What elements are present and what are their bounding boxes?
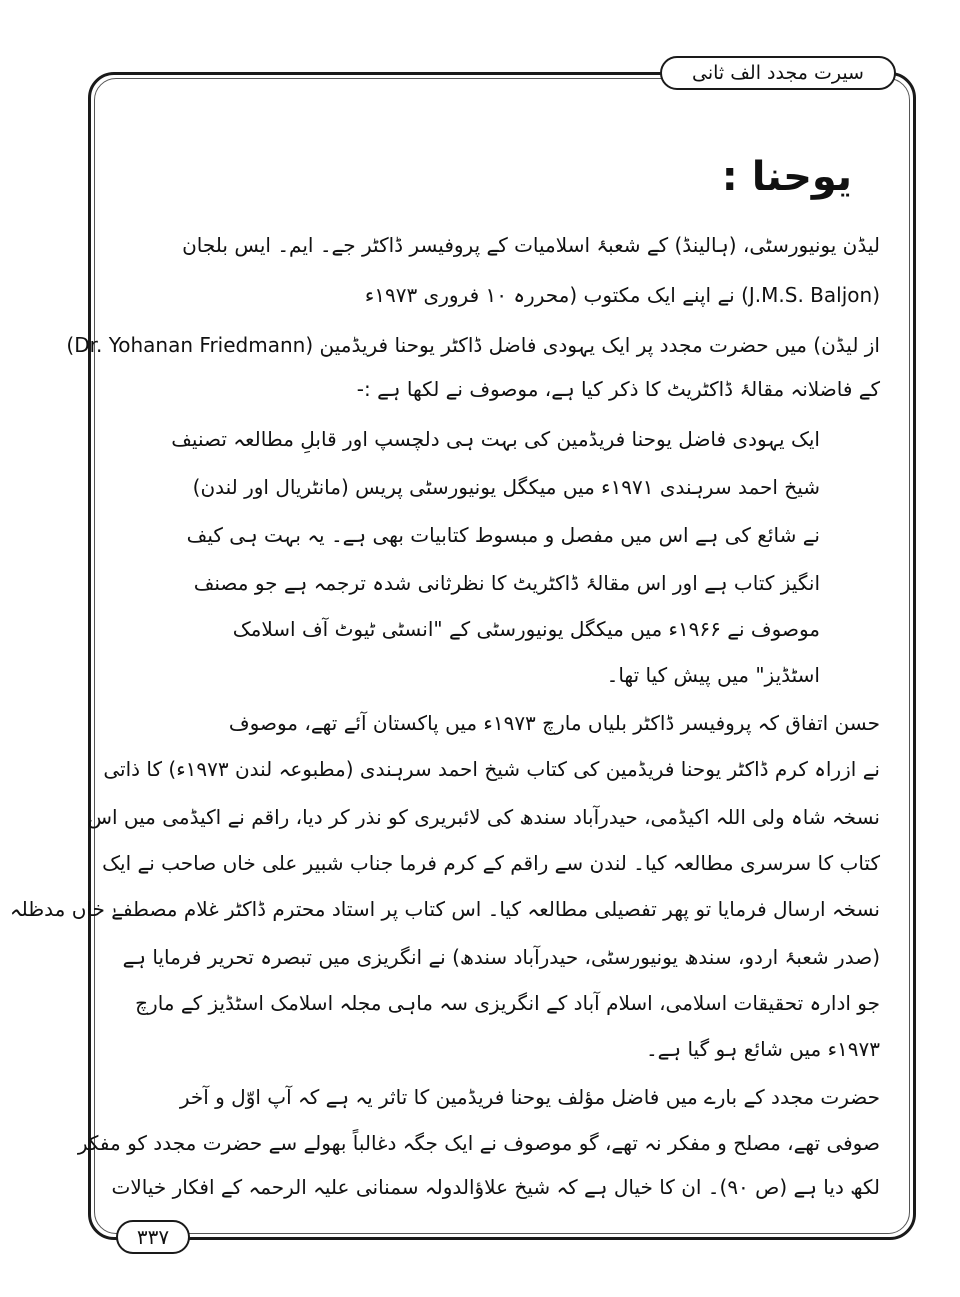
quote-line: نے شائع کی ہے اس میں مفصل و مبسوط کتابیات بھی ہے۔ یہ بہت ہی کیف: [186, 523, 820, 547]
quote-line: انگیز کتاب ہے اور اس مقالۂ ڈاکٹریٹ کا نظرثانی شدہ ترجمہ ہے جو مصنف: [193, 571, 820, 595]
text-line: ۱۹۷۳ء میں شائع ہو گیا ہے۔: [645, 1037, 880, 1061]
page-number: ۳۳۷: [116, 1220, 190, 1254]
text-line: از لیڈن) میں حضرت مجدد پر ایک یہودی فاضل ڈاکٹر یوحنا فریڈمین (Dr. Yohanan Friedmann): [66, 333, 880, 357]
quote-line: موصوف نے ۱۹۶۶ء میں میکگل یونیورسٹی کے "انسٹی ٹیوٹ آف اسلامک: [232, 617, 820, 641]
text-line: حضرت مجدد کے بارے میں فاضل مؤلف یوحنا فریڈمین کا تاثر یہ ہے کہ آپ اوّل و آخر: [179, 1085, 880, 1109]
text-line: حسن اتفاق کہ پروفیسر ڈاکٹر بلیاں مارچ ۱۹۷۳ء میں پاکستان آئے تھے، موصوف: [228, 711, 880, 735]
text-line: جو ادارہ تحقیقات اسلامی، اسلام آباد کے انگریزی سہ ماہی مجلہ اسلامک اسٹڈیز کے مارچ: [135, 991, 880, 1015]
section-heading: یوحنا :: [721, 154, 852, 200]
text-line: نسخہ ارسال فرمایا تو پھر تفصیلی مطالعہ کیا۔ اس کتاب پر استاد محترم ڈاکٹر غلام مصطفےٰ خاں مدظلہ: [9, 897, 880, 921]
text-line: نے ازراہ کرم ڈاکٹر یوحنا فریڈمین کی کتاب شیخ احمد سرہندی (مطبوعہ لندن ۱۹۷۳ء) کا ذاتی: [103, 757, 880, 781]
quote-line: شیخ احمد سرہندی ۱۹۷۱ء میں میکگل یونیورسٹی پریس (مانٹریال اور لندن): [192, 475, 820, 499]
text-line: (J.M.S. Baljon) نے اپنے ایک مکتوب (محررہ ۱۰ فروری ۱۹۷۳ء: [364, 283, 880, 307]
text-line: کے فاضلانہ مقالۂ ڈاکٹریٹ کا ذکر کیا ہے، موصوف نے لکھا ہے :-: [356, 377, 880, 401]
text-line: نسخہ شاہ ولی اللہ اکیڈمی، حیدرآباد سندھ کی لائبریری کو نذر کر دیا، راقم نے اکیڈمی میں اس: [87, 805, 880, 829]
quote-line: اسٹڈیز" میں پیش کیا تھا۔: [606, 663, 820, 687]
text-line: صوفی تھے، مصلح و مفکر نہ تھے، گو موصوف نے ایک جگہ دغالباً بھولے سے حضرت مجدد کو مفکر: [77, 1131, 880, 1155]
text-line: کتاب کا سرسری مطالعہ کیا۔ لندن سے راقم کے کرم فرما جناب شبیر علی خاں صاحب نے ایک: [102, 851, 880, 875]
quote-line: ایک یہودی فاضل یوحنا فریڈمین کی بہت ہی دلچسپ اور قابلِ مطالعہ تصنیف: [171, 427, 820, 451]
running-header: سیرت مجدد الف ثانی: [660, 56, 896, 90]
text-line: لکھ دیا ہے (ص ۹۰)۔ ان کا خیال ہے کہ شیخ علاؤالدولہ سمنانی علیہ الرحمہ کے افکار خیالات: [111, 1175, 880, 1199]
text-line: لیڈن یونیورسٹی، (ہالینڈ) کے شعبۂ اسلامیات کے پروفیسر ڈاکٹر جے۔ ایم۔ ایس بلجان: [182, 233, 880, 257]
text-line: (صدر شعبۂ اردو، سندھ یونیورسٹی، حیدرآباد سندھ) نے انگریزی میں تبصرہ تحریر فرمایا ہے: [122, 945, 880, 969]
page-body: [9, 140, 880, 1200]
